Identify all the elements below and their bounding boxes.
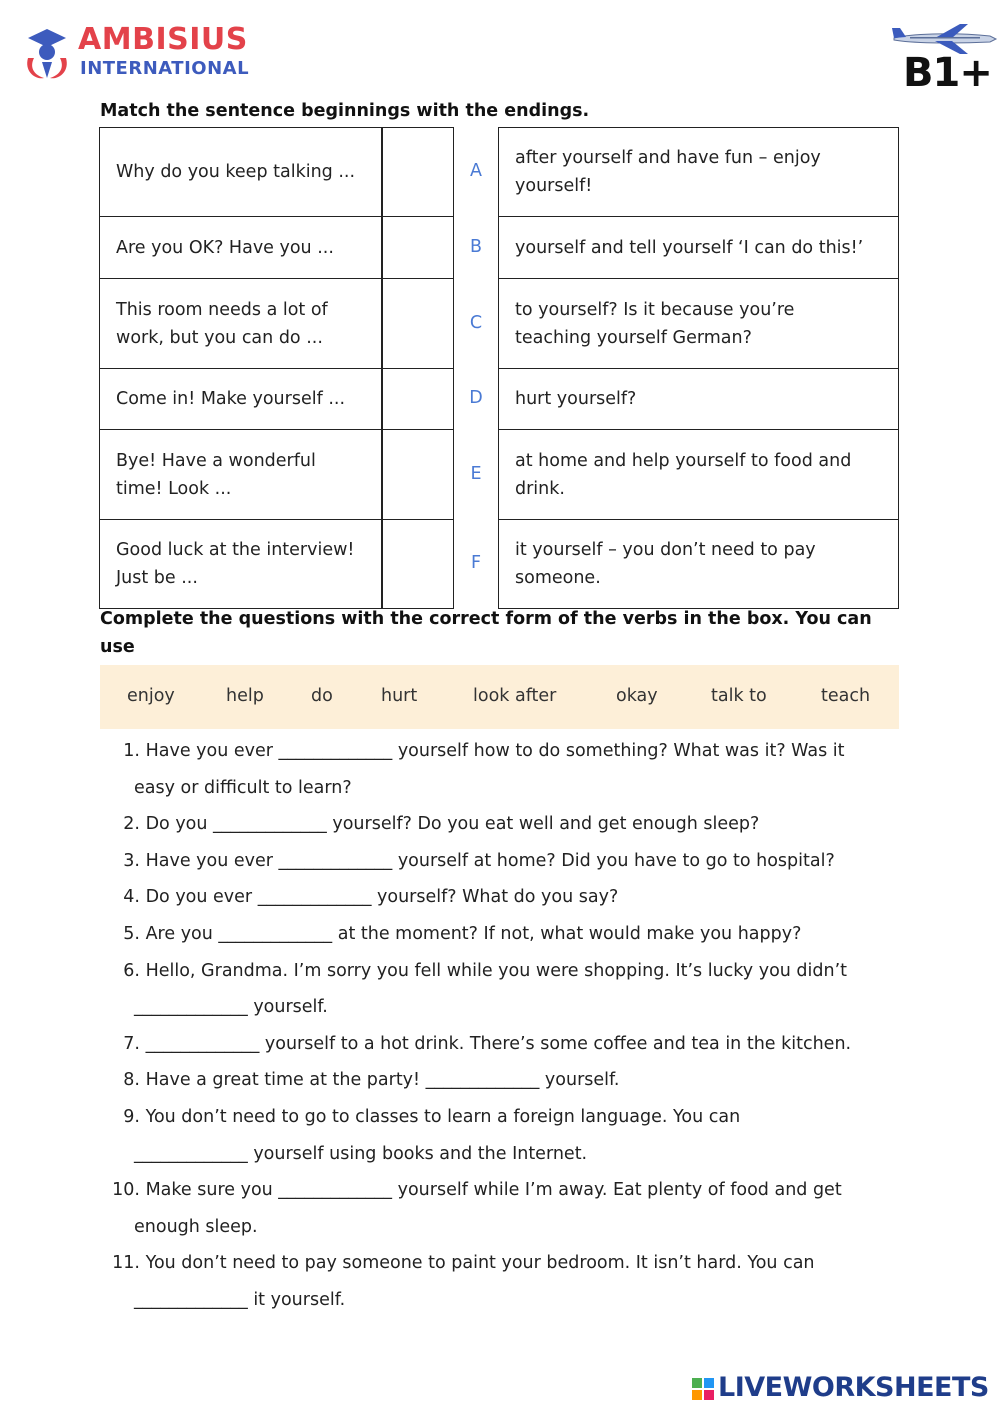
- beginning-cell: [99, 216, 383, 279]
- answer-box[interactable]: [381, 127, 454, 217]
- question-item: [105, 733, 844, 770]
- question-item: [105, 843, 835, 880]
- ending-line: at home and help yourself to food and: [515, 450, 852, 471]
- question-text[interactable]: You don’t need to pay someone to paint your bedroom. It isn’t hard. You can: [145, 1253, 815, 1273]
- question-continuation[interactable]: _____________ it yourself.: [134, 1290, 346, 1310]
- beginning-cell: [99, 429, 383, 520]
- option-letter: A: [470, 161, 482, 181]
- ending-cell: [498, 127, 899, 217]
- ending-cell: [498, 368, 899, 430]
- answer-box[interactable]: [381, 278, 454, 369]
- graduate-icon: [22, 20, 72, 82]
- question-text[interactable]: Have you ever _____________ yourself at home? Did you have to go to hospital?: [145, 851, 835, 871]
- complete-instruction-line1: Complete the questions with the correct form of the verbs in the box. You can use: [100, 609, 872, 657]
- ending-line: yourself!: [515, 176, 593, 196]
- ending-text: [515, 234, 886, 262]
- beginning-text: [116, 296, 370, 352]
- question-item: [105, 1099, 740, 1136]
- question-number: 6.: [123, 961, 140, 981]
- beginning-line: Are you OK? Have you ...: [116, 237, 334, 258]
- liveworksheets-logo: [692, 1372, 992, 1406]
- question-number: 2.: [123, 814, 140, 834]
- question-item: [105, 879, 618, 916]
- beginning-line: Come in! Make yourself ...: [116, 389, 346, 409]
- question-text[interactable]: Do you _____________ yourself? Do you eat well and get enough sleep?: [145, 814, 760, 834]
- beginning-text: [116, 536, 370, 592]
- question-text[interactable]: Have you ever _____________ yourself how to do something? What was it? Was it: [145, 741, 845, 761]
- question-number: 4.: [123, 887, 140, 907]
- option-letter: D: [469, 388, 483, 408]
- liveworksheets-icon: [692, 1378, 714, 1400]
- question-continuation[interactable]: easy or difficult to learn?: [134, 778, 352, 798]
- beginning-line: Why do you keep talking ...: [116, 162, 356, 182]
- question-text[interactable]: You don’t need to go to classes to learn a foreign language. You can: [145, 1107, 741, 1127]
- beginning-line: Bye! Have a wonderful: [116, 450, 316, 471]
- question-number: 8.: [123, 1070, 140, 1090]
- option-letter: F: [470, 553, 482, 573]
- question-number: 3.: [123, 851, 140, 871]
- ending-text: [515, 536, 886, 592]
- option-letter: E: [470, 463, 482, 484]
- question-text[interactable]: _____________ yourself to a hot drink. There’s some coffee and tea in the kitchen.: [145, 1034, 852, 1054]
- ending-text: [515, 385, 886, 413]
- question-number: 11.: [112, 1253, 140, 1273]
- ending-cell: [498, 278, 899, 369]
- word-box: [100, 665, 899, 729]
- ending-line: to yourself? Is it because you’re: [515, 299, 795, 320]
- brand-subtitle: INTERNATIONAL: [80, 58, 250, 79]
- word-okay: okay: [616, 686, 658, 706]
- ending-line: someone.: [515, 568, 601, 588]
- ending-cell: [498, 519, 899, 609]
- word-enjoy: enjoy: [127, 686, 175, 706]
- question-text[interactable]: Hello, Grandma. I’m sorry you fell while you were shopping. It’s lucky you didn’t: [145, 961, 848, 981]
- beginning-text: [116, 385, 370, 413]
- question-number: 10.: [112, 1180, 140, 1200]
- beginning-cell: [99, 368, 383, 430]
- match-instruction: Match the sentence beginnings with the endings.: [100, 101, 590, 121]
- question-text[interactable]: Do you ever _____________ yourself? What do you say?: [145, 887, 619, 907]
- beginning-line: work, but you can do ...: [116, 327, 323, 348]
- question-continuation[interactable]: _____________ yourself.: [134, 997, 328, 1017]
- question-number: 9.: [123, 1107, 140, 1127]
- answer-box[interactable]: [381, 429, 454, 520]
- ending-text: [515, 144, 886, 200]
- ending-line: it yourself – you don’t need to pay: [515, 540, 816, 560]
- beginning-line: time! Look ...: [116, 478, 232, 499]
- beginning-text: [116, 158, 370, 186]
- beginning-cell: [99, 278, 383, 369]
- question-number: 5.: [123, 924, 140, 944]
- question-text[interactable]: Make sure you _____________ yourself while I’m away. Eat plenty of food and get: [145, 1180, 842, 1200]
- question-number: 7.: [123, 1034, 140, 1054]
- level-badge: B1+: [903, 50, 992, 96]
- word-hurt: hurt: [381, 686, 418, 706]
- answer-box[interactable]: [381, 368, 454, 430]
- question-continuation[interactable]: enough sleep.: [134, 1217, 258, 1237]
- word-talk-to: talk to: [711, 686, 767, 706]
- brand-logo: [22, 20, 262, 86]
- beginning-text: [116, 234, 370, 262]
- word-do: do: [311, 686, 333, 706]
- ending-line: hurt yourself?: [515, 389, 637, 409]
- answer-box[interactable]: [381, 216, 454, 279]
- beginning-line: This room needs a lot of: [116, 299, 328, 320]
- word-look-after: look after: [473, 686, 557, 706]
- option-letter: C: [469, 312, 483, 333]
- liveworksheets-brand: LIVEWORKSHEETS: [718, 1372, 989, 1403]
- ending-line: teaching yourself German?: [515, 327, 752, 348]
- ending-line: drink.: [515, 478, 565, 499]
- question-continuation[interactable]: _____________ yourself using books and the Internet.: [134, 1144, 588, 1164]
- beginning-cell: [99, 127, 383, 217]
- question-text[interactable]: Are you _____________ at the moment? If not, what would make you happy?: [145, 924, 802, 944]
- ending-text: [515, 296, 886, 352]
- question-item: [105, 1245, 815, 1282]
- ending-line: yourself and tell yourself ‘I can do this!’: [515, 237, 864, 258]
- question-text[interactable]: Have a great time at the party! _____________ yourself.: [145, 1070, 620, 1090]
- beginning-text: [116, 447, 370, 503]
- word-help: help: [226, 686, 264, 706]
- beginning-cell: [99, 519, 383, 609]
- word-teach: teach: [821, 686, 871, 706]
- question-item: [105, 1062, 619, 1099]
- answer-box[interactable]: [381, 519, 454, 609]
- beginning-line: Just be ...: [116, 568, 198, 588]
- question-number: 1.: [123, 741, 140, 761]
- question-item: [105, 916, 801, 953]
- ending-cell: [498, 216, 899, 279]
- question-item: [105, 953, 847, 990]
- option-letter: B: [469, 236, 482, 257]
- ending-cell: [498, 429, 899, 520]
- beginning-line: Good luck at the interview!: [116, 540, 355, 560]
- question-item: [105, 1172, 842, 1209]
- question-item: [105, 1026, 851, 1063]
- ending-line: after yourself and have fun – enjoy: [515, 148, 821, 168]
- ending-text: [515, 447, 886, 503]
- brand-name: AMBISIUS: [78, 22, 248, 57]
- question-item: [105, 806, 759, 843]
